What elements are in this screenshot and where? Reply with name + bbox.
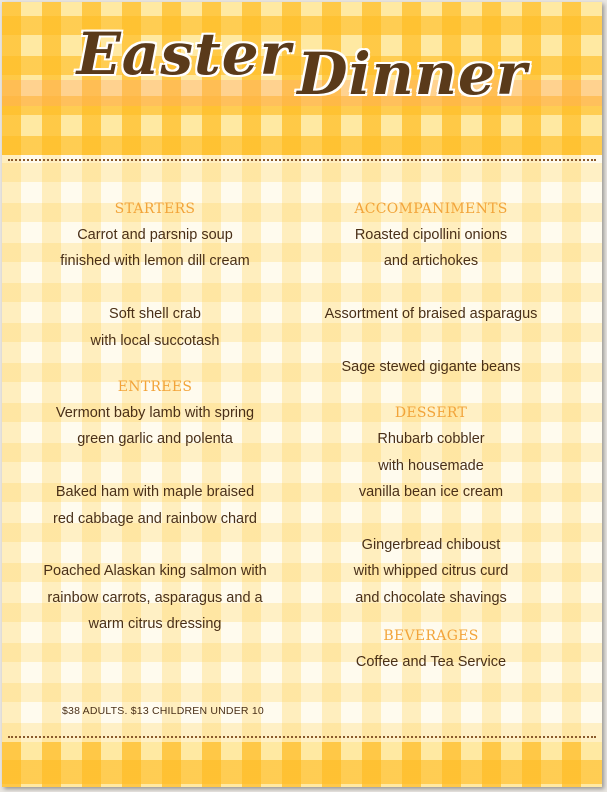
menu-item-line: with whipped citrus curd	[353, 563, 509, 580]
menu-item-line: finished with lemon dill cream	[60, 253, 250, 270]
dessert-heading: DESSERT	[394, 405, 468, 422]
menu-item-line: Rhubarb cobbler	[377, 431, 485, 448]
menu-item-gigante-beans	[281, 354, 581, 380]
menu-item-line: Carrot and parsnip soup	[77, 227, 233, 243]
menu-item-line: and chocolate shavings	[355, 589, 507, 606]
menu-item-line: and artichokes	[383, 253, 479, 270]
menu-item-lamb	[5, 400, 305, 453]
menu-item-gingerbread-chiboust	[281, 532, 581, 611]
menu-item-carrot-soup	[5, 222, 305, 275]
menu-item-line: Sage stewed gigante beans	[341, 359, 521, 375]
menu-item-line: Soft shell crab	[109, 306, 201, 323]
menu-item-cipollini	[281, 222, 581, 275]
menu-item-line: Assortment of braised asparagus	[324, 306, 538, 323]
title-word-dinner: Dinner	[297, 40, 528, 108]
menu-item-line: Poached Alaskan king salmon with	[43, 563, 267, 580]
menu-item-line: warm citrus dressing	[88, 616, 222, 633]
menu-item-line: with local succotash	[90, 332, 220, 349]
dotted-divider-bottom	[8, 736, 596, 738]
menu-item-line: with housemade	[378, 457, 484, 474]
menu-item-line: Baked ham with maple braised	[55, 484, 255, 501]
menu-title	[2, 20, 602, 108]
menu-page	[2, 2, 602, 787]
menu-item-line: Gingerbread chiboust	[361, 537, 501, 554]
menu-item-line: rainbow carrots, asparagus and a	[47, 589, 263, 606]
menu-item-baked-ham	[5, 479, 305, 532]
accompaniments-heading: ACCOMPANIMENTS	[354, 201, 508, 217]
menu-item-line: Roasted cipollini onions	[354, 227, 508, 243]
title-word-easter: Easter	[76, 20, 292, 88]
menu-item-soft-shell-crab	[5, 301, 305, 354]
menu-item-salmon	[5, 558, 305, 637]
beverages-heading: BEVERAGES	[383, 628, 479, 645]
gingham-footer-band	[2, 742, 602, 787]
menu-item-asparagus	[281, 301, 581, 327]
menu-item-line: red cabbage and rainbow chard	[53, 510, 257, 527]
menu-item-line: green garlic and polenta	[77, 431, 233, 448]
price-note: $38 ADULTS. $13 CHILDREN UNDER 10	[62, 705, 264, 717]
menu-item-rhubarb-cobbler	[281, 426, 581, 505]
menu-item-coffee-tea	[281, 649, 581, 675]
menu-item-line: Coffee and Tea Service	[355, 654, 507, 671]
dotted-divider-top	[8, 159, 596, 161]
left-column	[5, 196, 305, 638]
menu-item-line: Vermont baby lamb with spring	[55, 405, 255, 422]
right-column	[281, 196, 581, 676]
starters-heading: STARTERS	[114, 201, 196, 217]
entrees-heading: ENTREES	[117, 379, 193, 396]
menu-item-line: vanilla bean ice cream	[358, 484, 504, 501]
